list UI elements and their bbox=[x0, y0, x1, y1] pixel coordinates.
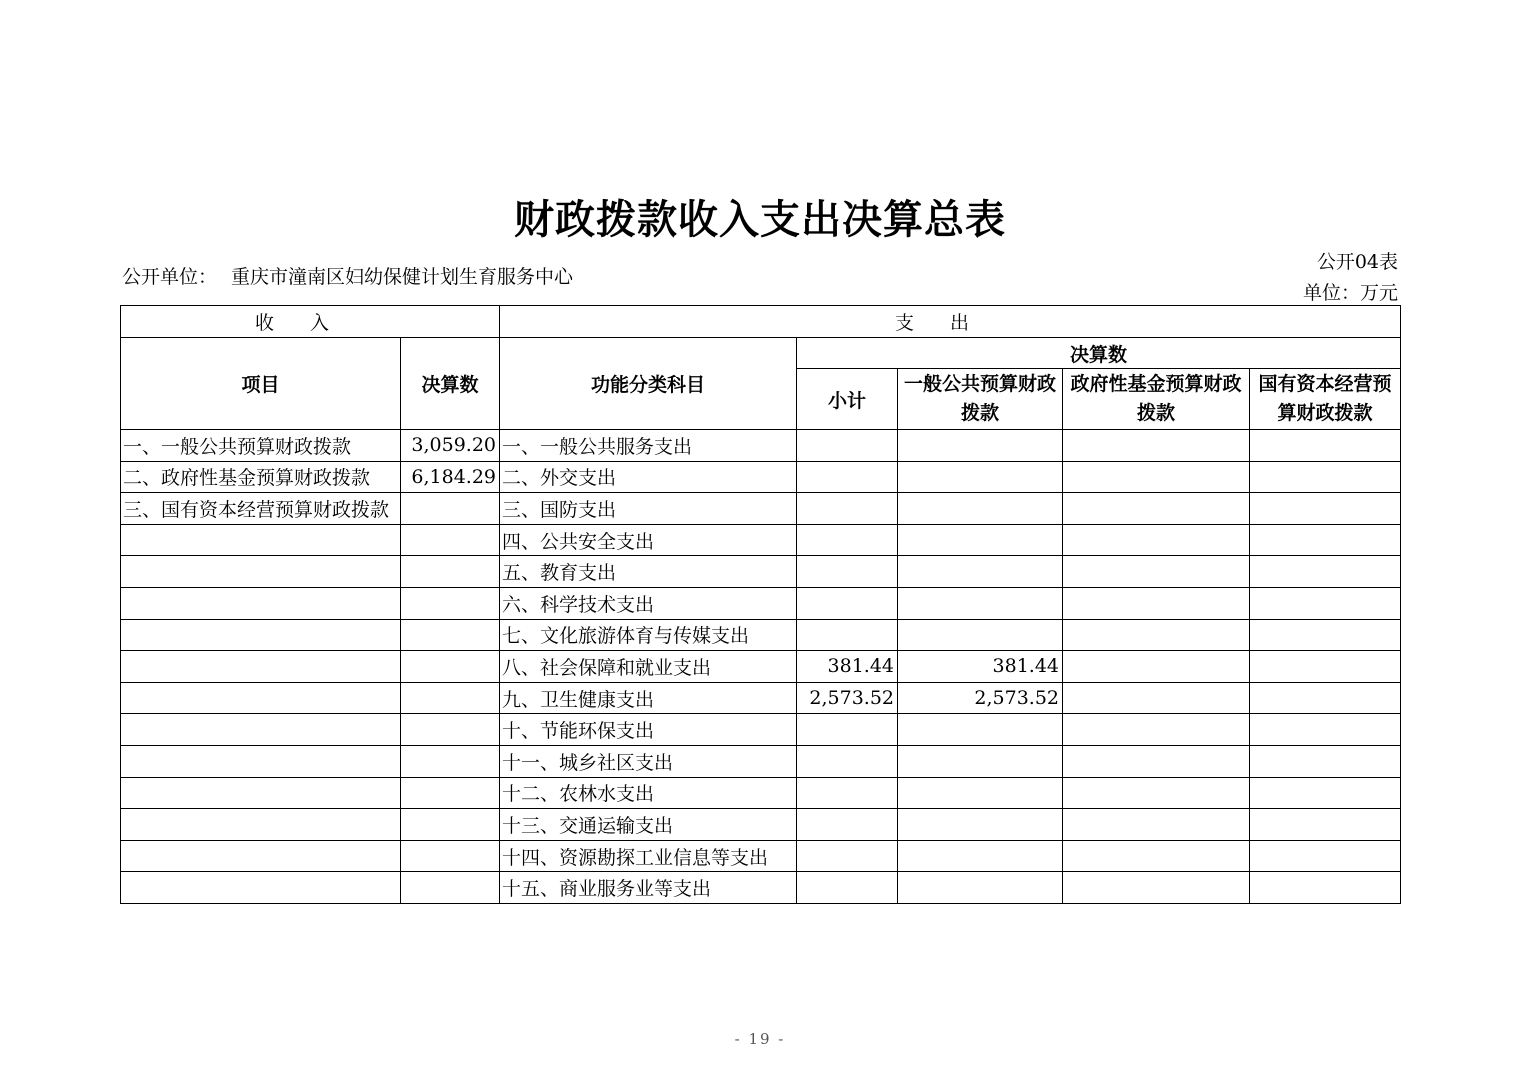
income-item-cell bbox=[121, 587, 401, 619]
income-item-cell: 二、政府性基金预算财政拨款 bbox=[121, 461, 401, 493]
income-amount-cell bbox=[401, 524, 500, 556]
fund-budget-cell bbox=[1063, 524, 1250, 556]
subtotal-cell bbox=[797, 493, 898, 525]
category-cell: 八、社会保障和就业支出 bbox=[500, 651, 797, 683]
subtotal-cell bbox=[797, 524, 898, 556]
state-capital-cell bbox=[1250, 556, 1401, 588]
table-row bbox=[121, 745, 1401, 777]
state-capital-cell bbox=[1250, 745, 1401, 777]
item-header: 项目 bbox=[121, 338, 401, 430]
state-capital-cell bbox=[1250, 493, 1401, 525]
subtotal-cell: 2,573.52 bbox=[797, 682, 898, 714]
fund-budget-cell bbox=[1063, 461, 1250, 493]
category-cell: 五、教育支出 bbox=[500, 556, 797, 588]
fund-budget-header: 政府性基金预算财政拨款 bbox=[1063, 369, 1250, 430]
income-item-cell bbox=[121, 777, 401, 809]
general-budget-cell bbox=[898, 777, 1063, 809]
general-budget-cell bbox=[898, 493, 1063, 525]
subtotal-cell bbox=[797, 809, 898, 841]
state-capital-cell bbox=[1250, 619, 1401, 651]
fund-budget-cell bbox=[1063, 651, 1250, 683]
table-row bbox=[121, 524, 1401, 556]
expense-section-header: 支出 bbox=[500, 306, 1401, 338]
table-row bbox=[121, 777, 1401, 809]
general-budget-cell bbox=[898, 619, 1063, 651]
unit-label: 公开单位： bbox=[122, 266, 218, 288]
general-budget-cell bbox=[898, 745, 1063, 777]
category-cell: 七、文化旅游体育与传媒支出 bbox=[500, 619, 797, 651]
subtotal-cell: 381.44 bbox=[797, 651, 898, 683]
income-item-cell bbox=[121, 872, 401, 904]
fund-budget-cell bbox=[1063, 840, 1250, 872]
amount-header: 决算数 bbox=[401, 338, 500, 430]
general-budget-cell bbox=[898, 524, 1063, 556]
form-number: 公开04表 bbox=[1316, 251, 1398, 273]
income-item-cell bbox=[121, 682, 401, 714]
state-capital-cell bbox=[1250, 430, 1401, 462]
fund-budget-cell bbox=[1063, 587, 1250, 619]
fund-budget-cell bbox=[1063, 872, 1250, 904]
subtotal-cell bbox=[797, 714, 898, 746]
state-capital-cell bbox=[1250, 651, 1401, 683]
settlement-header: 决算数 bbox=[797, 338, 1401, 369]
fund-budget-cell bbox=[1063, 619, 1250, 651]
subtotal-header: 小计 bbox=[797, 369, 898, 430]
category-cell: 十四、资源勘探工业信息等支出 bbox=[500, 840, 797, 872]
header-row-2 bbox=[121, 338, 1401, 369]
table-row bbox=[121, 840, 1401, 872]
subtotal-cell bbox=[797, 430, 898, 462]
table-row bbox=[121, 619, 1401, 651]
income-amount-cell bbox=[401, 777, 500, 809]
category-cell: 六、科学技术支出 bbox=[500, 587, 797, 619]
table-row bbox=[121, 682, 1401, 714]
subtotal-cell bbox=[797, 556, 898, 588]
income-amount-cell bbox=[401, 745, 500, 777]
general-budget-cell bbox=[898, 461, 1063, 493]
income-item-cell bbox=[121, 556, 401, 588]
state-capital-cell bbox=[1250, 840, 1401, 872]
category-cell: 九、卫生健康支出 bbox=[500, 682, 797, 714]
income-item-cell: 三、国有资本经营预算财政拨款 bbox=[121, 493, 401, 525]
table-row bbox=[121, 872, 1401, 904]
general-budget-header: 一般公共预算财政拨款 bbox=[898, 369, 1063, 430]
fund-budget-cell bbox=[1063, 777, 1250, 809]
fund-budget-cell bbox=[1063, 745, 1250, 777]
category-cell: 十二、农林水支出 bbox=[500, 777, 797, 809]
table-row bbox=[121, 493, 1401, 525]
income-amount-cell bbox=[401, 651, 500, 683]
income-amount-cell bbox=[401, 872, 500, 904]
state-capital-cell bbox=[1250, 777, 1401, 809]
currency-unit: 单位：万元 bbox=[1302, 282, 1398, 304]
income-amount-cell: 6,184.29 bbox=[401, 461, 500, 493]
page-number: - 19 - bbox=[734, 1030, 786, 1048]
state-capital-cell bbox=[1250, 587, 1401, 619]
income-item-cell bbox=[121, 619, 401, 651]
table-row bbox=[121, 714, 1401, 746]
table-row bbox=[121, 556, 1401, 588]
settlement-table bbox=[120, 305, 1401, 904]
income-amount-cell bbox=[401, 556, 500, 588]
table-row bbox=[121, 461, 1401, 493]
subtotal-cell bbox=[797, 777, 898, 809]
general-budget-cell bbox=[898, 430, 1063, 462]
state-capital-cell bbox=[1250, 524, 1401, 556]
subtotal-cell bbox=[797, 461, 898, 493]
category-cell: 一、一般公共服务支出 bbox=[500, 430, 797, 462]
income-amount-cell bbox=[401, 619, 500, 651]
general-budget-cell bbox=[898, 840, 1063, 872]
income-item-cell bbox=[121, 524, 401, 556]
fund-budget-cell bbox=[1063, 714, 1250, 746]
subtotal-cell bbox=[797, 840, 898, 872]
income-item-cell bbox=[121, 651, 401, 683]
table-row bbox=[121, 651, 1401, 683]
category-cell: 四、公共安全支出 bbox=[500, 524, 797, 556]
fund-budget-cell bbox=[1063, 556, 1250, 588]
fund-budget-cell bbox=[1063, 493, 1250, 525]
fund-budget-cell bbox=[1063, 430, 1250, 462]
page-title: 财政拨款收入支出决算总表 bbox=[514, 196, 1006, 243]
income-item-cell bbox=[121, 840, 401, 872]
general-budget-cell bbox=[898, 714, 1063, 746]
general-budget-cell: 2,573.52 bbox=[898, 682, 1063, 714]
general-budget-cell bbox=[898, 809, 1063, 841]
state-capital-cell bbox=[1250, 714, 1401, 746]
income-item-cell: 一、一般公共预算财政拨款 bbox=[121, 430, 401, 462]
state-capital-header: 国有资本经营预算财政拨款 bbox=[1250, 369, 1401, 430]
subtotal-cell bbox=[797, 587, 898, 619]
state-capital-cell bbox=[1250, 682, 1401, 714]
income-amount-cell bbox=[401, 682, 500, 714]
unit-line bbox=[122, 262, 573, 289]
state-capital-cell bbox=[1250, 461, 1401, 493]
income-amount-cell bbox=[401, 714, 500, 746]
income-amount-cell bbox=[401, 809, 500, 841]
unit-name: 重庆市潼南区妇幼保健计划生育服务中心 bbox=[231, 266, 574, 288]
category-cell: 十、节能环保支出 bbox=[500, 714, 797, 746]
fund-budget-cell bbox=[1063, 809, 1250, 841]
category-cell: 十一、城乡社区支出 bbox=[500, 745, 797, 777]
fund-budget-cell bbox=[1063, 682, 1250, 714]
income-amount-cell: 3,059.20 bbox=[401, 430, 500, 462]
income-amount-cell bbox=[401, 840, 500, 872]
income-item-cell bbox=[121, 809, 401, 841]
general-budget-cell: 381.44 bbox=[898, 651, 1063, 683]
general-budget-cell bbox=[898, 587, 1063, 619]
subtotal-cell bbox=[797, 619, 898, 651]
income-section-header: 收入 bbox=[121, 306, 500, 338]
header-row-1 bbox=[121, 306, 1401, 338]
state-capital-cell bbox=[1250, 809, 1401, 841]
category-cell: 十五、商业服务业等支出 bbox=[500, 872, 797, 904]
table-row bbox=[121, 587, 1401, 619]
income-amount-cell bbox=[401, 587, 500, 619]
subtotal-cell bbox=[797, 745, 898, 777]
table-row bbox=[121, 430, 1401, 462]
table-row bbox=[121, 809, 1401, 841]
category-cell: 三、国防支出 bbox=[500, 493, 797, 525]
category-header: 功能分类科目 bbox=[500, 338, 797, 430]
category-cell: 十三、交通运输支出 bbox=[500, 809, 797, 841]
category-cell: 二、外交支出 bbox=[500, 461, 797, 493]
general-budget-cell bbox=[898, 872, 1063, 904]
general-budget-cell bbox=[898, 556, 1063, 588]
income-item-cell bbox=[121, 714, 401, 746]
income-amount-cell bbox=[401, 493, 500, 525]
income-item-cell bbox=[121, 745, 401, 777]
state-capital-cell bbox=[1250, 872, 1401, 904]
subtotal-cell bbox=[797, 872, 898, 904]
